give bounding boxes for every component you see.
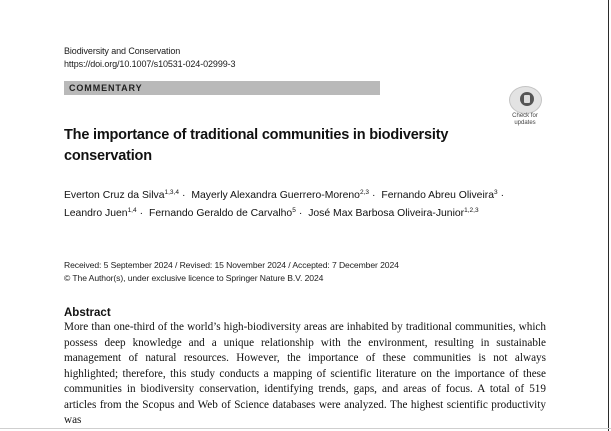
journal-name: Biodiversity and Conservation (64, 46, 181, 56)
author-separator: · (181, 190, 186, 201)
author-name[interactable]: Fernando Geraldo de Carvalho (148, 208, 293, 219)
bookmark-icon (520, 92, 534, 106)
author-list (64, 187, 524, 223)
abstract-heading: Abstract (64, 307, 111, 319)
author-separator: · (500, 190, 505, 201)
doi-link[interactable]: https://doi.org/10.1007/s10531-024-02999-3 (64, 59, 236, 69)
page-right-border (608, 0, 609, 431)
abstract-text: More than one-third of the world’s high-biodiversity areas are inhabited by traditional communities, which possess deep knowledge and a unique relationship with the environment, resulting in sustainable management of natural resources. However, the importance of these communities is not always highlighted; therefore, this study conducts a mapping of scientific literature on the importance of these communities in biodiversity conservation, identifying trends, gaps, and areas of focus. A total of 519 articles from the Scopus and Web of Science databases were analyzed. The highest scientific productivity was (64, 321, 546, 426)
check-updates-line2: updates (514, 120, 536, 126)
author-affiliation: 1,3,4 (164, 189, 179, 196)
check-updates-label (506, 113, 544, 127)
check-updates-icon (509, 86, 542, 114)
author-name[interactable]: José Max Barbosa Oliveira-Junior (308, 208, 465, 219)
section-bar (64, 81, 380, 95)
copyright-notice: © The Author(s), under exclusive licence to Springer Nature B.V. 2024 (64, 273, 324, 283)
author-name[interactable]: Everton Cruz da Silva (64, 190, 165, 201)
author-separator: · (139, 208, 144, 219)
section-label: COMMENTARY (69, 83, 143, 93)
article-title: The importance of traditional communities in biodiversity conservation (64, 127, 449, 164)
author-affiliation: 1,4 (127, 207, 137, 214)
author-separator: · (372, 190, 376, 201)
author-separator: · (298, 208, 303, 219)
author-affiliation: 1,2,3 (464, 207, 479, 214)
author-name[interactable]: Mayerly Alexandra Guerrero-Moreno (191, 190, 360, 201)
author-affiliation: 2,3 (359, 189, 370, 196)
check-for-updates-badge[interactable] (506, 86, 544, 128)
author-name[interactable]: Fernando Abreu Oliveira (381, 190, 495, 201)
author-affiliation: 3 (494, 189, 498, 196)
check-updates-line1: Check for (512, 113, 538, 119)
author-name[interactable]: Leandro Juen (64, 208, 128, 219)
author-affiliation: 5 (292, 207, 296, 214)
abstract-body (64, 320, 546, 429)
article-dates: Received: 5 September 2024 / Revised: 15 November 2024 / Accepted: 7 December 2024 (64, 260, 399, 270)
